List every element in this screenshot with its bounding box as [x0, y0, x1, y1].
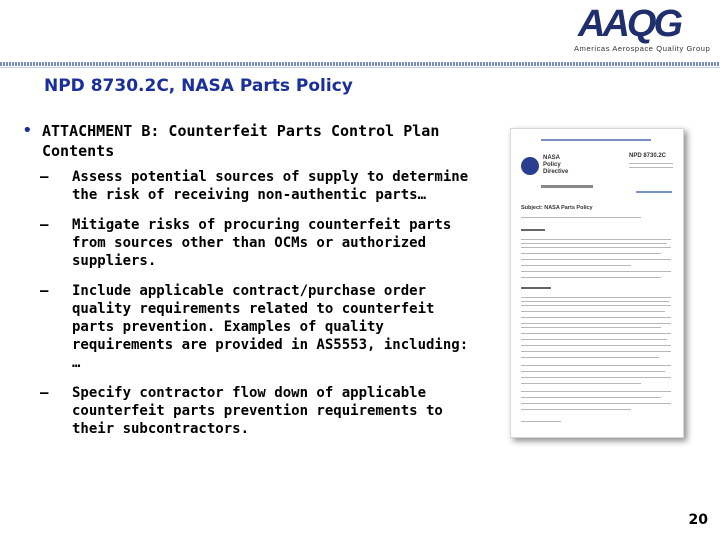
sub-bullet-text: Assess potential sources of supply to determine the risk of receiving non-authentic parts…	[72, 169, 469, 203]
doc-link-line	[541, 139, 651, 141]
doc-number: NPD 8730.2C	[629, 153, 667, 159]
dash-icon: –	[40, 283, 49, 299]
doc-heading: NASA Policy Directive	[543, 155, 569, 175]
sub-bullet	[40, 384, 480, 438]
sub-bullet-list	[40, 168, 480, 450]
dash-icon: –	[40, 169, 49, 185]
sub-bullet	[40, 282, 480, 372]
logo-mark: AAQG	[578, 3, 680, 45]
dash-icon: –	[40, 385, 49, 401]
nasa-emblem-icon	[521, 157, 539, 175]
doc-subject: Subject: NASA Parts Policy	[521, 205, 593, 211]
header-rule	[0, 62, 720, 66]
sub-bullet	[40, 168, 480, 204]
sub-bullet-text: Specify contractor flow down of applicable counterfeit parts prevention requirements to their subcontractors.	[72, 385, 443, 437]
aaqg-logo	[570, 4, 710, 54]
bullet-dot-icon: •	[22, 120, 33, 141]
dash-icon: –	[40, 217, 49, 233]
logo-subtitle: Americas Aerospace Quality Group	[574, 44, 711, 53]
sub-bullet-text: Mitigate risks of procuring counterfeit parts from sources other than OCMs or authorized suppliers.	[72, 217, 452, 269]
header-rule-thin	[0, 67, 720, 68]
sub-bullet-text: Include applicable contract/purchase order quality requirements related to counterfeit parts prevention. Examples of quality requirements are provided in AS5553, including: …	[72, 283, 469, 371]
sub-bullet	[40, 216, 480, 270]
policy-document-image	[510, 128, 684, 438]
slide-title: NPD 8730.2C, NASA Parts Policy	[44, 76, 353, 96]
main-bullet-text: ATTACHMENT B: Counterfeit Parts Control Plan Contents	[42, 122, 440, 160]
page-number: 20	[688, 512, 708, 528]
